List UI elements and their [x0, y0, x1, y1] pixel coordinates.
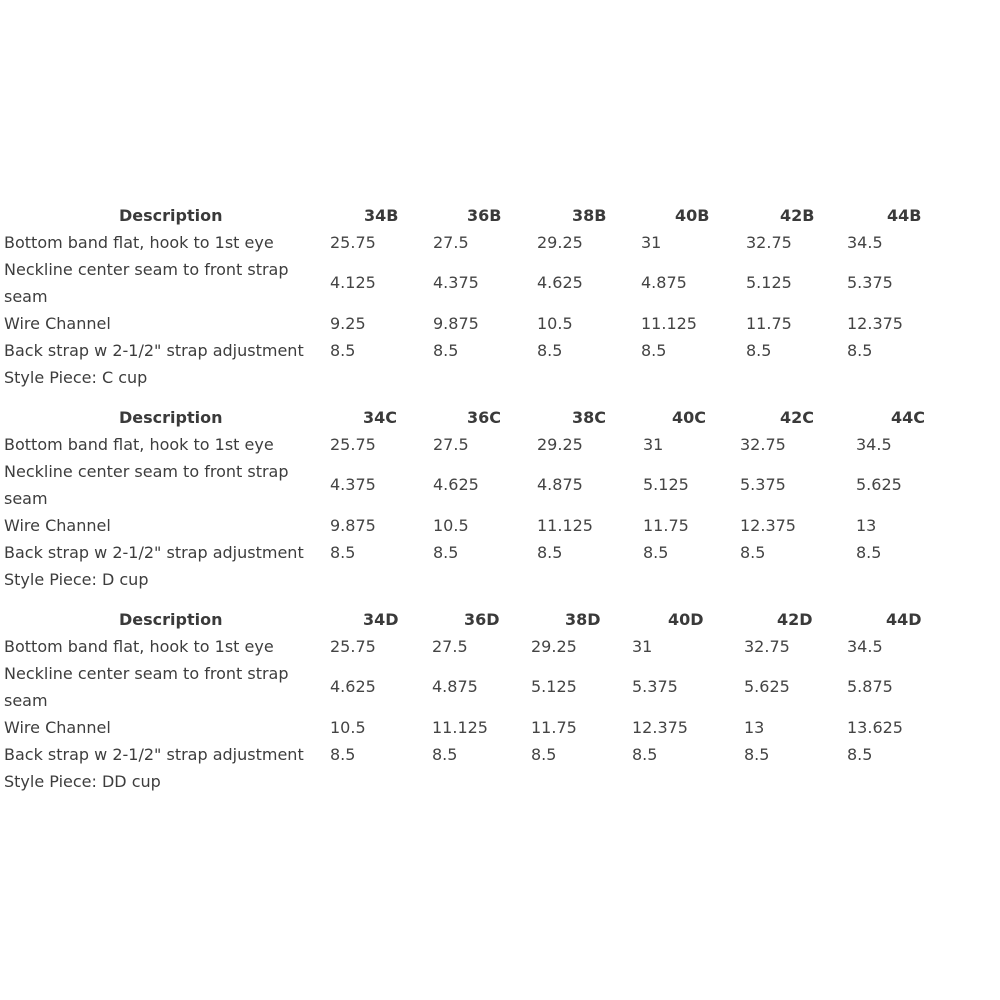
row-description: Back strap w 2-1/2" strap adjustment	[4, 543, 304, 562]
header-size: 36B	[467, 206, 502, 225]
row-description: Neckline center seam to front strap	[4, 260, 289, 279]
row-value: 10.5	[433, 516, 469, 535]
row-value: 4.625	[433, 475, 479, 494]
row-value: 27.5	[433, 435, 469, 454]
row-value: 8.5	[537, 341, 563, 360]
row-value: 8.5	[432, 745, 458, 764]
row-value: 11.75	[531, 718, 577, 737]
row-value: 8.5	[856, 543, 882, 562]
row-value: 13.625	[847, 718, 903, 737]
row-value: 12.375	[632, 718, 688, 737]
row-value: 10.5	[537, 314, 573, 333]
row-value: 8.5	[330, 543, 356, 562]
row-value: 8.5	[641, 341, 667, 360]
header-size: 44D	[886, 610, 922, 629]
row-description-continued: seam	[4, 691, 48, 710]
row-value: 11.125	[432, 718, 488, 737]
header-size: 44C	[891, 408, 926, 427]
header-size: 40D	[668, 610, 704, 629]
row-value: 31	[632, 637, 653, 656]
header-description: Description	[119, 206, 223, 225]
row-value: 5.375	[740, 475, 786, 494]
row-value: 9.25	[330, 314, 366, 333]
row-description-continued: seam	[4, 287, 48, 306]
row-value: 5.375	[847, 273, 893, 292]
row-value: 8.5	[643, 543, 669, 562]
row-value: 12.375	[847, 314, 903, 333]
row-value: 27.5	[432, 637, 468, 656]
row-value: 27.5	[433, 233, 469, 252]
row-value: 8.5	[746, 341, 772, 360]
row-description: Back strap w 2-1/2" strap adjustment	[4, 341, 304, 360]
row-value: 13	[856, 516, 877, 535]
row-value: 8.5	[433, 543, 459, 562]
header-size: 42C	[780, 408, 815, 427]
row-value: 8.5	[632, 745, 658, 764]
header-size: 36D	[464, 610, 500, 629]
row-value: 34.5	[856, 435, 892, 454]
row-description: Wire Channel	[4, 314, 111, 333]
row-value: 8.5	[847, 745, 873, 764]
row-value: 8.5	[330, 745, 356, 764]
row-value: 4.625	[537, 273, 583, 292]
row-value: 12.375	[740, 516, 796, 535]
row-value: 32.75	[740, 435, 786, 454]
row-value: 31	[641, 233, 662, 252]
row-value: 11.75	[643, 516, 689, 535]
header-description: Description	[119, 408, 223, 427]
row-value: 34.5	[847, 637, 883, 656]
header-size: 36C	[467, 408, 502, 427]
row-value: 5.375	[632, 677, 678, 696]
row-description: Wire Channel	[4, 516, 111, 535]
row-value: 8.5	[537, 543, 563, 562]
row-description: Bottom band flat, hook to 1st eye	[4, 435, 274, 454]
row-description: Bottom band flat, hook to 1st eye	[4, 233, 274, 252]
row-value: 32.75	[744, 637, 790, 656]
row-value: 25.75	[330, 233, 376, 252]
row-value: 4.375	[330, 475, 376, 494]
row-value: 4.625	[330, 677, 376, 696]
row-value: 34.5	[847, 233, 883, 252]
header-size: 40C	[672, 408, 707, 427]
row-value: 5.125	[643, 475, 689, 494]
row-value: 4.875	[537, 475, 583, 494]
header-description: Description	[119, 610, 223, 629]
row-value: 25.75	[330, 637, 376, 656]
row-value: 11.75	[746, 314, 792, 333]
row-value: 5.125	[746, 273, 792, 292]
row-value: 11.125	[641, 314, 697, 333]
row-value: 10.5	[330, 718, 366, 737]
row-value: 29.25	[537, 435, 583, 454]
style-piece-label: Style Piece: D cup	[4, 570, 149, 589]
header-size: 38C	[572, 408, 607, 427]
row-value: 8.5	[433, 341, 459, 360]
row-description: Neckline center seam to front strap	[4, 462, 289, 481]
row-value: 4.875	[641, 273, 687, 292]
header-size: 34B	[364, 206, 399, 225]
row-value: 11.125	[537, 516, 593, 535]
header-size: 38D	[565, 610, 601, 629]
row-description: Back strap w 2-1/2" strap adjustment	[4, 745, 304, 764]
row-value: 4.125	[330, 273, 376, 292]
header-size: 44B	[887, 206, 922, 225]
row-value: 4.375	[433, 273, 479, 292]
header-size: 42D	[777, 610, 813, 629]
row-value: 8.5	[740, 543, 766, 562]
row-value: 8.5	[330, 341, 356, 360]
header-size: 34C	[363, 408, 398, 427]
row-value: 5.625	[856, 475, 902, 494]
style-piece-label: Style Piece: C cup	[4, 368, 148, 387]
header-size: 34D	[363, 610, 399, 629]
row-value: 32.75	[746, 233, 792, 252]
row-description: Neckline center seam to front strap	[4, 664, 289, 683]
row-value: 4.875	[432, 677, 478, 696]
row-value: 25.75	[330, 435, 376, 454]
header-size: 38B	[572, 206, 607, 225]
row-value: 9.875	[330, 516, 376, 535]
style-piece-label: Style Piece: DD cup	[4, 772, 161, 791]
row-value: 8.5	[847, 341, 873, 360]
row-value: 5.625	[744, 677, 790, 696]
row-description: Bottom band flat, hook to 1st eye	[4, 637, 274, 656]
row-value: 13	[744, 718, 765, 737]
header-size: 40B	[675, 206, 710, 225]
row-value: 8.5	[744, 745, 770, 764]
row-value: 29.25	[531, 637, 577, 656]
row-value: 5.875	[847, 677, 893, 696]
row-value: 5.125	[531, 677, 577, 696]
row-value: 9.875	[433, 314, 479, 333]
header-size: 42B	[780, 206, 815, 225]
row-description-continued: seam	[4, 489, 48, 508]
row-value: 8.5	[531, 745, 557, 764]
row-value: 31	[643, 435, 664, 454]
row-description: Wire Channel	[4, 718, 111, 737]
row-value: 29.25	[537, 233, 583, 252]
